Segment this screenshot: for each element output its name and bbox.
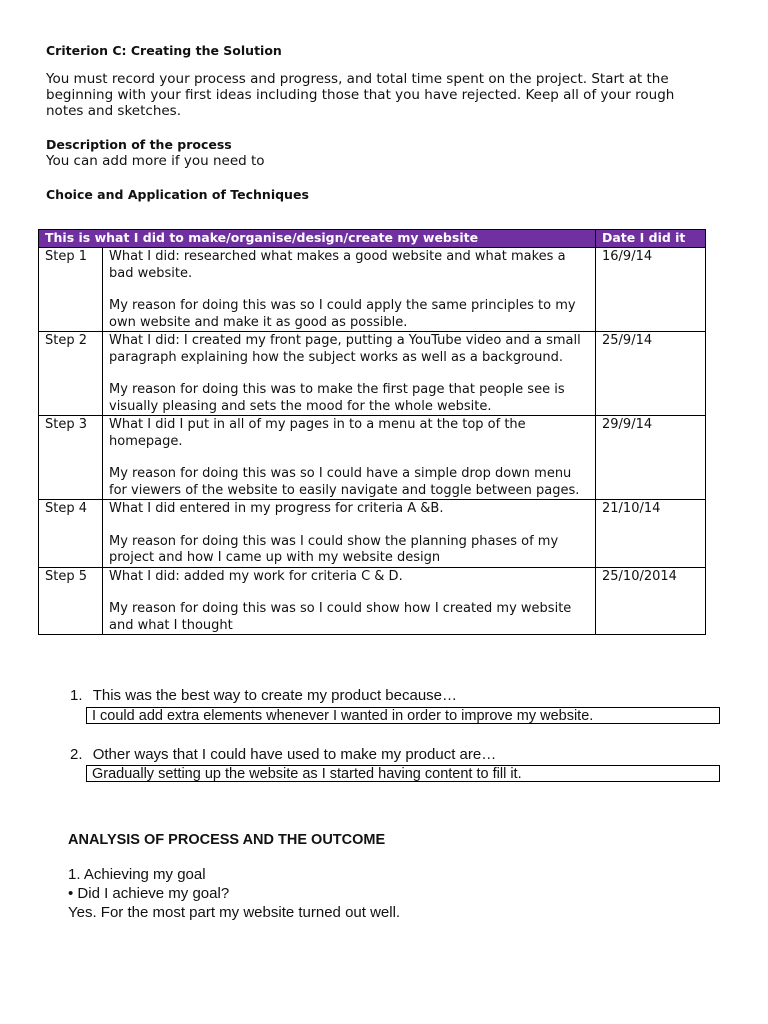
question-1 — [70, 688, 457, 704]
analysis-answer: Yes. For the most part my website turned out well. — [68, 904, 401, 921]
answer-box-1: I could add extra elements whenever I wanted in order to improve my website. — [86, 707, 720, 724]
step-date: 25/9/14 — [596, 332, 706, 416]
what-i-did: What I did: added my work for criteria C & D. — [109, 568, 403, 584]
step-label: Step 2 — [39, 332, 103, 416]
table-row — [39, 248, 706, 332]
techniques-heading: Choice and Application of Techniques — [46, 187, 309, 202]
intro-paragraph: You must record your process and progress, and total time spent on the project. Start at the beginning with your first ideas including those that you have rejected. Keep all of your rough notes and sketches. — [46, 71, 675, 119]
question-2 — [70, 747, 496, 763]
table-row — [39, 567, 706, 635]
what-i-did: What I did: I created my front page, putting a YouTube video and a small paragraph explaining how the subject works as well as a background. — [109, 333, 581, 365]
step-description — [103, 500, 596, 568]
step-description — [103, 248, 596, 332]
step-label: Step 4 — [39, 500, 103, 568]
table-row — [39, 332, 706, 416]
reason: My reason for doing this was so I could have a simple drop down menu for viewers of the website to easily navigate and toggle between pages. — [109, 466, 580, 498]
process-table — [38, 229, 706, 635]
reason: My reason for doing this was so I could apply the same principles to my own website and make it as good as possible. — [109, 298, 576, 330]
reason: My reason for doing this was to make the first page that people see is visually pleasing and sets the mood for the whole website. — [109, 382, 565, 414]
step-description — [103, 332, 596, 416]
step-date: 25/10/2014 — [596, 567, 706, 635]
analysis-heading: ANALYSIS OF PROCESS AND THE OUTCOME — [68, 832, 386, 848]
step-description — [103, 567, 596, 635]
criterion-title: Criterion C: Creating the Solution — [46, 43, 282, 58]
what-i-did: What I did I put in all of my pages in to a menu at the top of the homepage. — [109, 417, 526, 449]
step-date: 29/9/14 — [596, 416, 706, 500]
what-i-did: What I did: researched what makes a good website and what makes a bad website. — [109, 249, 566, 281]
step-label: Step 1 — [39, 248, 103, 332]
step-label: Step 5 — [39, 567, 103, 635]
step-date: 21/10/14 — [596, 500, 706, 568]
what-i-did: What I did entered in my progress for criteria A &B. — [109, 501, 444, 516]
header-date: Date I did it — [596, 230, 706, 248]
description-heading: Description of the process — [46, 137, 232, 152]
analysis-point: 1. Achieving my goal — [68, 866, 206, 883]
table-row — [39, 416, 706, 500]
step-label: Step 3 — [39, 416, 103, 500]
question-number: 2. — [70, 746, 83, 763]
table-header-row — [39, 230, 706, 248]
step-description — [103, 416, 596, 500]
header-activity: This is what I did to make/organise/design/create my website — [39, 230, 596, 248]
question-text: Other ways that I could have used to make my product are… — [92, 746, 497, 763]
reason: My reason for doing this was so I could show how I created my website and what I thought — [109, 601, 572, 633]
question-number: 1. — [70, 687, 83, 704]
analysis-question: • Did I achieve my goal? — [68, 885, 230, 902]
answer-box-2: Gradually setting up the website as I started having content to fill it. — [86, 765, 720, 782]
step-date: 16/9/14 — [596, 248, 706, 332]
description-subtext: You can add more if you need to — [46, 153, 265, 169]
table-row — [39, 500, 706, 568]
reason: My reason for doing this was I could show the planning phases of my project and how I came up with my website design — [109, 533, 559, 565]
question-text: This was the best way to create my product because… — [92, 687, 458, 704]
